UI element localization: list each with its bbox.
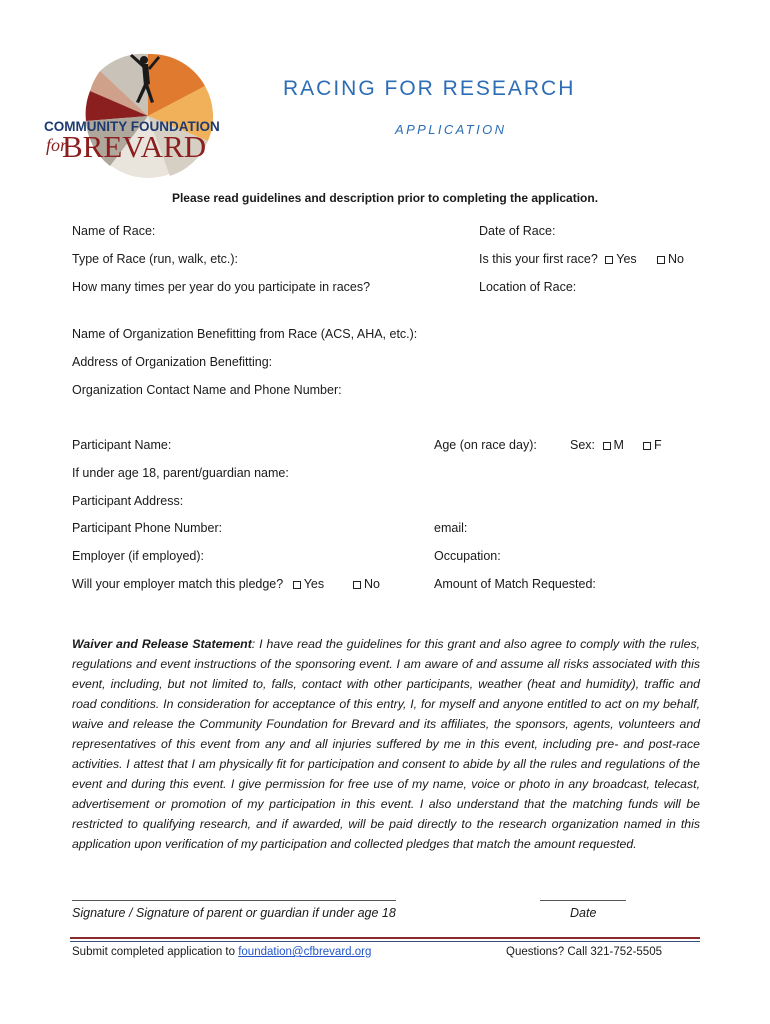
participant-name-label: Participant Name: [72,438,172,452]
date-line[interactable] [540,900,626,901]
date-label: Date [570,906,597,920]
first-race-question [479,252,637,266]
type-of-race-label: Type of Race (run, walk, etc.): [72,252,239,266]
participant-phone-label: Participant Phone Number: [72,521,223,535]
page-subtitle: APPLICATION [395,122,507,137]
checkbox-icon[interactable] [293,581,301,589]
footer-divider [70,937,700,939]
employer-label: Employer (if employed): [72,549,204,563]
waiver-heading: Waiver and Release Statement [72,637,252,651]
checkbox-icon[interactable] [605,256,613,264]
match-no-label: No [364,577,380,591]
match-yes-label: Yes [303,577,325,591]
instructions: Please read guidelines and description prior to completing the application. [171,191,599,205]
match-yes-option[interactable] [293,577,324,591]
sex-field [570,438,624,452]
sex-label: Sex: [570,438,596,452]
org-name-label: Name of Organization Benefitting from Race (ACS, AHA, etc.): [72,327,418,341]
page-title: RACING FOR RESEARCH [283,77,576,100]
first-race-no-option[interactable] [657,252,684,266]
age-label: Age (on race day): [434,438,537,452]
email-label: email: [434,521,468,535]
employer-match-field [72,577,324,591]
org-address-label: Address of Organization Benefitting: [72,355,273,369]
footer-submit [72,946,371,958]
footer-divider-secondary [70,941,700,942]
employer-match-label: Will your employer match this pledge? [72,577,284,591]
times-per-year-label: How many times per year do you participate in races? [72,280,371,294]
first-race-yes-option[interactable] [605,252,636,266]
first-race-yes-label: Yes [616,252,637,266]
checkbox-icon[interactable] [643,442,651,450]
checkbox-icon[interactable] [603,442,611,450]
community-foundation-logo [40,46,250,192]
foundation-email-link[interactable]: foundation@cfbrevard.org [238,946,372,958]
logo-line2: BREVARD [62,129,207,164]
signature-line[interactable] [72,900,396,901]
match-amount-label: Amount of Match Requested: [434,577,596,591]
org-contact-label: Organization Contact Name and Phone Number: [72,383,342,397]
logo-line1: COMMUNITY FOUNDATION [44,119,220,134]
checkbox-icon[interactable] [657,256,665,264]
waiver-statement [72,634,700,854]
sex-m-option[interactable] [603,438,624,452]
sex-m-label: M [613,438,624,452]
participant-address-label: Participant Address: [72,494,184,508]
match-no-option[interactable] [353,577,380,591]
first-race-no-label: No [668,252,684,266]
name-of-race-label: Name of Race: [72,224,156,238]
footer-submit-text: Submit completed application to [72,946,239,958]
date-of-race-label: Date of Race: [479,224,556,238]
location-of-race-label: Location of Race: [479,280,577,294]
occupation-label: Occupation: [434,549,501,563]
footer-questions: Questions? Call 321-752-5505 [506,946,662,958]
signature-label: Signature / Signature of parent or guardian if under age 18 [72,906,396,920]
waiver-text: : I have read the guidelines for this grant and also agree to comply with the rules, regulations and event instructions of the sponsoring event. I am aware of and assume all risks associated with this event, including, but not limited to, falls, contact with other participants, weather (heat and humidity), traffic and road conditions. In consideration for acceptance of this entry, I, for myself and anyone entitled to act on my behalf, waive and release the Community Foundation for Brevard and its affiliates, the sponsors, agents, volunteers and representatives of this event from any and all injuries suffered by me in this event, including pre- and post-race activities. I attest that I am physically fit for participation and consent to abide by all the rules and regulations of the event and during this event. I give permission for free use of my name, voice or photo in any broadcast, telecast, advertisement or promotion of my participation in this event. I also understand that the matching funds will be restricted to qualifying research, and if awarded, will be paid directly to the research organization named in this application upon verification of my participation and collected pledges that match the amount requested. [72,637,701,851]
first-race-label: Is this your first race? [479,252,598,266]
sex-f-label: F [654,438,662,452]
logo-for: for [46,135,68,155]
guardian-label: If under age 18, parent/guardian name: [72,466,289,480]
checkbox-icon[interactable] [353,581,361,589]
sex-f-option[interactable] [643,438,662,452]
